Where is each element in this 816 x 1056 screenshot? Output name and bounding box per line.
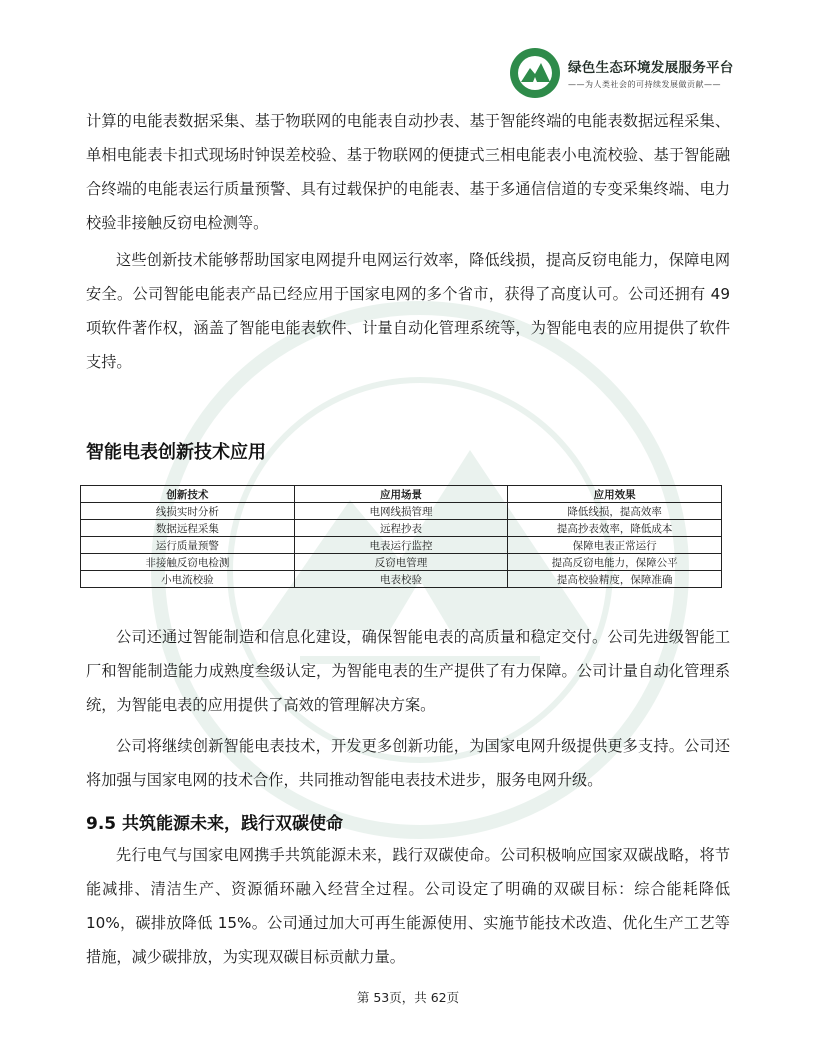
table-row [81,554,722,571]
table-header-cell: 创新技术 [81,486,295,503]
table-cell: 反窃电管理 [294,554,508,571]
table-cell: 提高校验精度，保障准确 [508,571,722,588]
table-cell: 线损实时分析 [81,503,295,520]
page-header [508,46,738,102]
brand-slogan: ——为人类社会的可持续发展做贡献—— [568,80,721,89]
table-row [81,537,722,554]
table-cell: 数据远程采集 [81,520,295,537]
table-cell: 电网线损管理 [294,503,508,520]
paragraph-dual-carbon: 先行电气与国家电网携手共筑能源未来，践行双碳使命。公司积极响应国家双碳战略，将节能减排、清洁生产、资源循环融入经营全过程。公司设定了明确的双碳目标：综合能耗降低 10%，碳排放降低 15%。公司通过加大可再生能源使用、实施节能技术改造、优化生产工艺等措施，减少碳排放，为实现双碳目标贡献力量。 [86,846,730,966]
table-cell: 小电流校验 [81,571,295,588]
table-cell: 非接触反窃电检测 [81,554,295,571]
brand-title: 绿色生态环境发展服务平台 [568,60,734,76]
paragraph-manufacturing: 公司还通过智能制造和信息化建设，确保智能电表的高质量和稳定交付。公司先进级智能工厂和智能制造能力成熟度叁级认定，为智能电表的生产提供了有力保障。公司计量自动化管理系统，为智能电表的应用提供了高效的管理解决方案。 [86,628,730,714]
table-cell: 保障电表正常运行 [508,537,722,554]
paragraph-outlook: 公司将继续创新智能电表技术，开发更多创新功能，为国家电网升级提供更多支持。公司还将加强与国家电网的技术合作，共同推动智能电表技术进步，服务电网升级。 [86,737,730,789]
table-cell: 运行质量预警 [81,537,295,554]
table-header-row [81,486,722,503]
subsection-heading: 9.5 共筑能源未来，践行双碳使命 [86,814,344,834]
table-cell: 电表校验 [294,571,508,588]
table-header-cell: 应用场景 [294,486,508,503]
table-cell: 降低线损，提高效率 [508,503,722,520]
page-number: 第 53页，共 62页 [356,990,460,1005]
table-header-cell: 应用效果 [508,486,722,503]
table-row [81,571,722,588]
table-cell: 电表运行监控 [294,537,508,554]
paragraph-benefits: 这些创新技术能够帮助国家电网提升电网运行效率，降低线损，提高反窃电能力，保障电网安全。公司智能电能表产品已经应用于国家电网的多个省市，获得了高度认可。公司还拥有 49 项软件著作权，涵盖了智能电能表软件、计量自动化管理系统等，为智能电表的应用提供了软件支持。 [86,251,730,371]
table-cell: 远程抄表 [294,520,508,537]
innovation-table [80,485,722,588]
mountain-tree-logo-icon [508,46,562,100]
paragraph-continued: 计算的电能表数据采集、基于物联网的电能表自动抄表、基于智能终端的电能表数据远程采集、单相电能表卡扣式现场时钟误差校验、基于物联网的便捷式三相电能表小电流校验、基于智能融合终端的电能表运行质量预警、具有过载保护的电能表、基于多通信信道的专变采集终端、电力校验非接触反窃电检测等。 [86,112,730,232]
table-cell: 提高反窃电能力，保障公平 [508,554,722,571]
table-cell: 提高抄表效率，降低成本 [508,520,722,537]
section-title: 智能电表创新技术应用 [86,442,266,463]
table-row [81,503,722,520]
table-row [81,520,722,537]
